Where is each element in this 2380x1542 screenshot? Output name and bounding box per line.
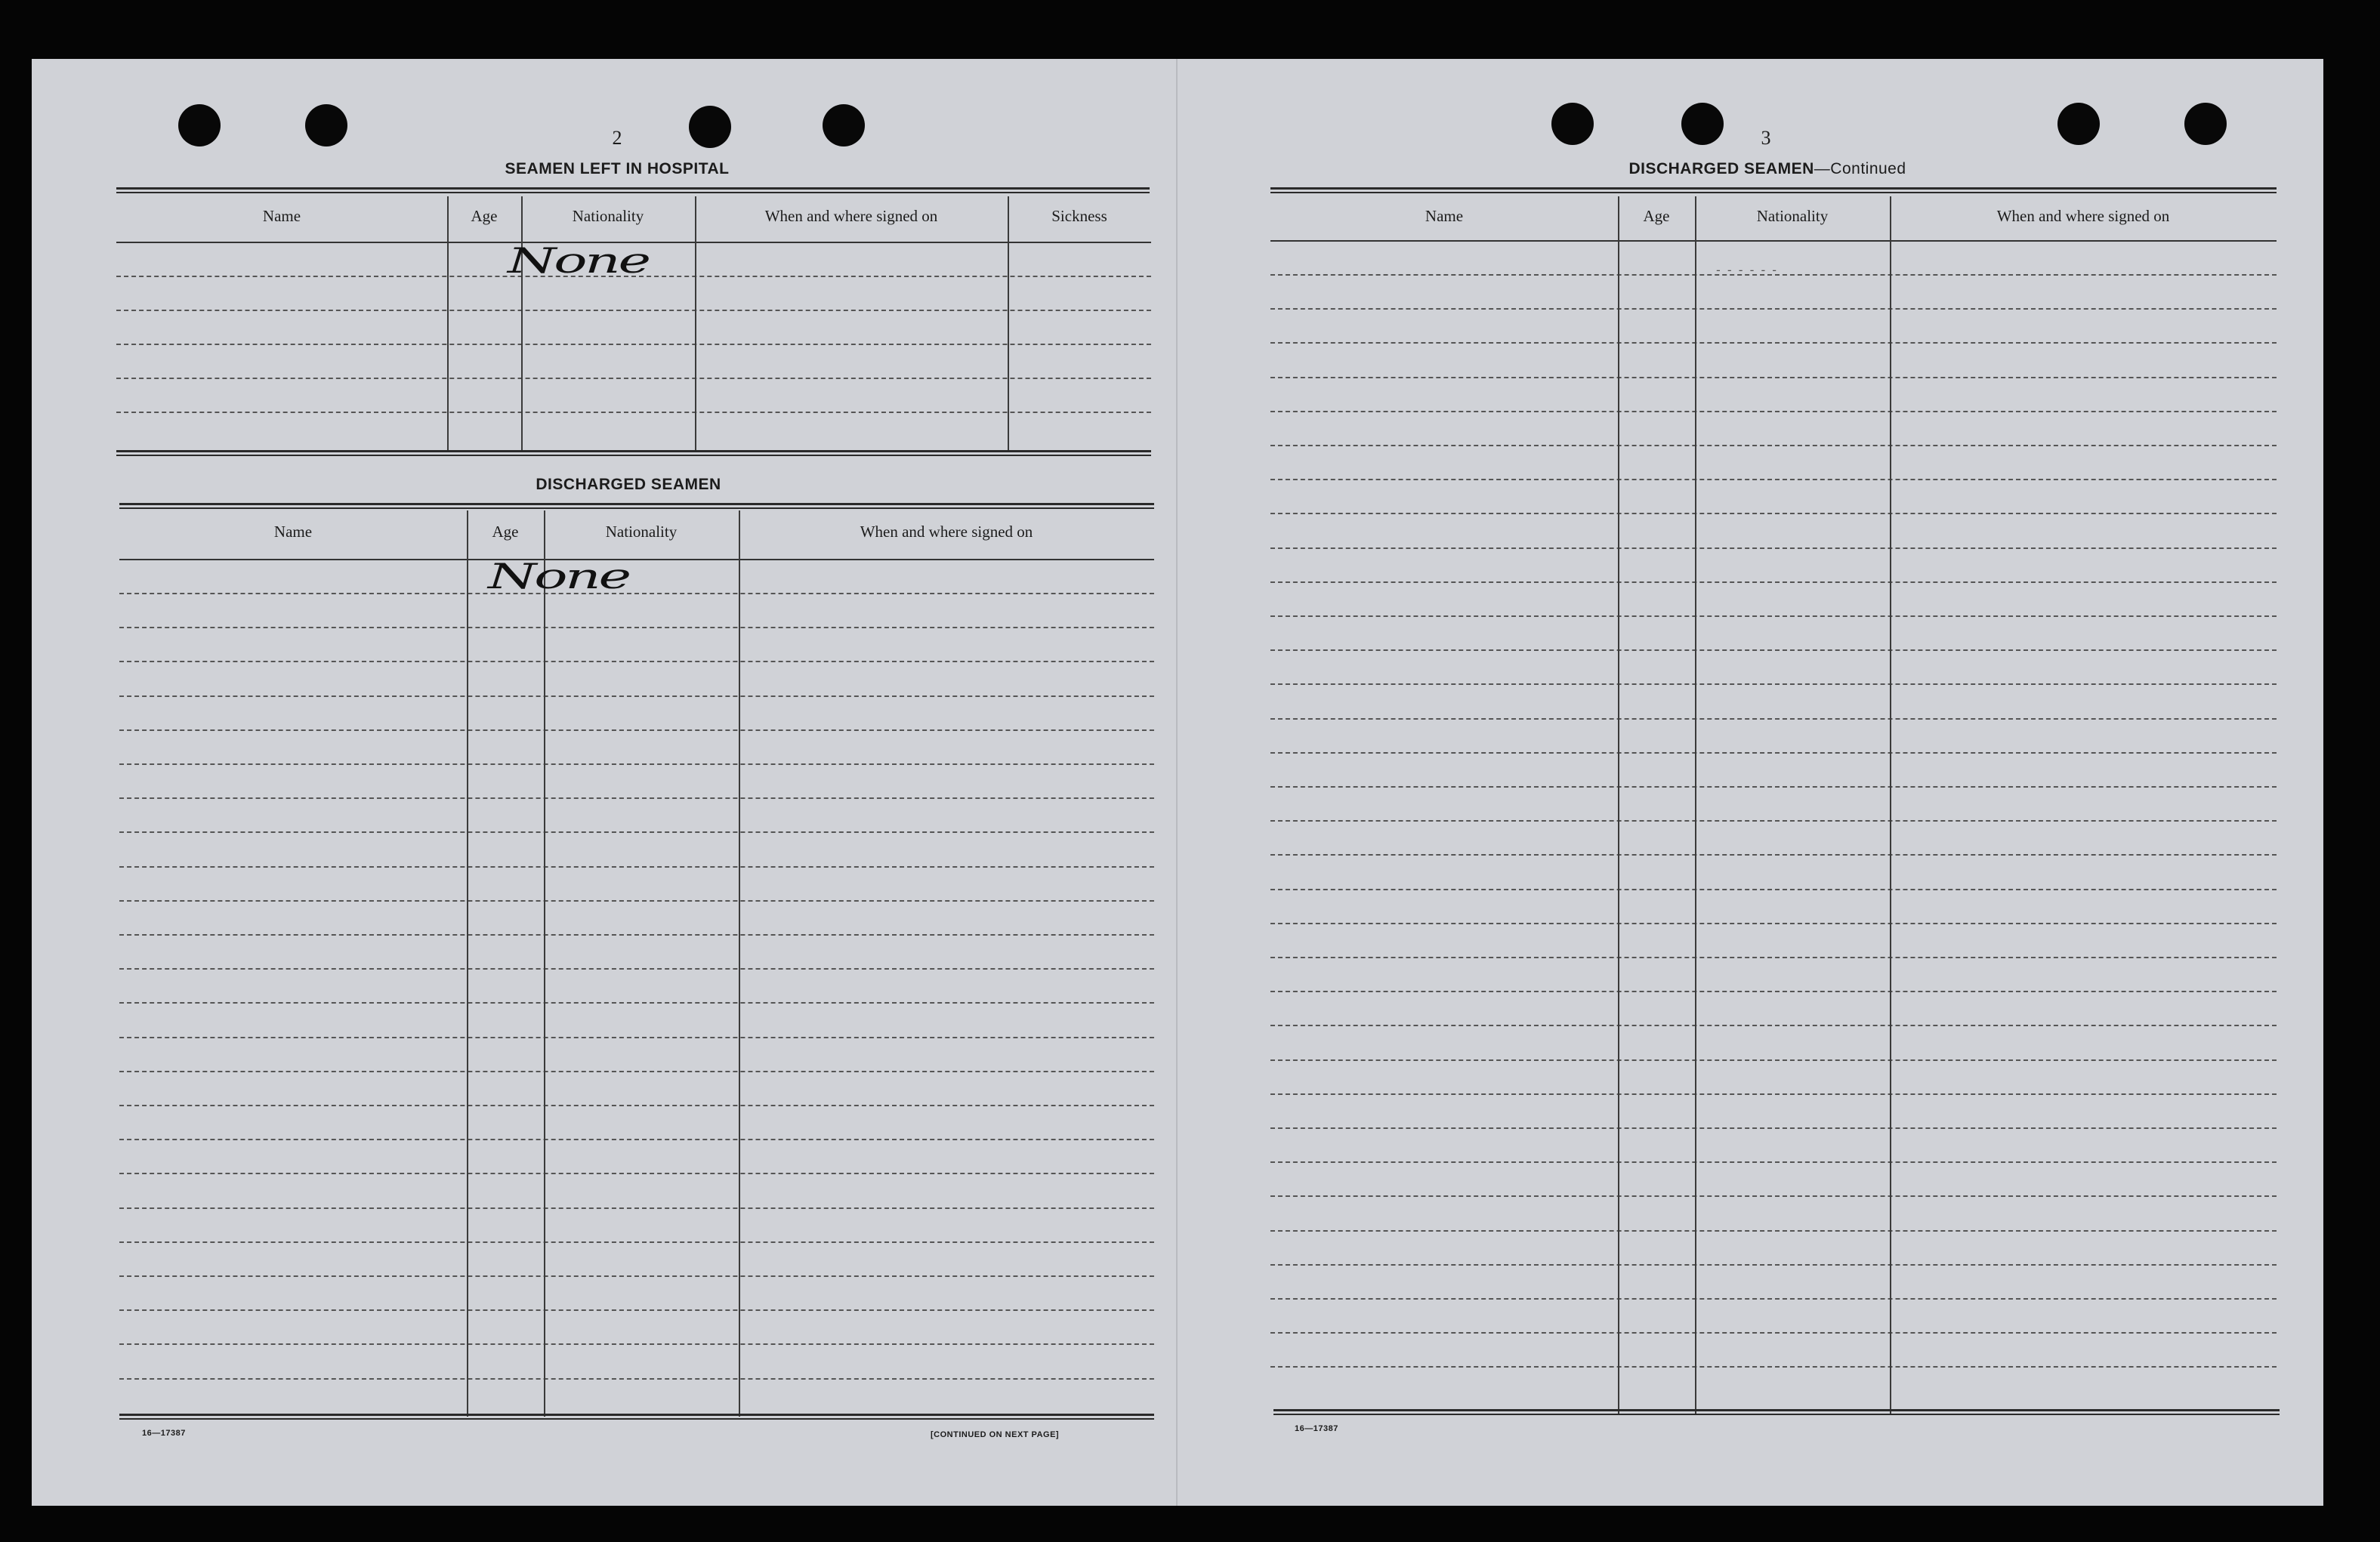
ruled-line: [1270, 1059, 2277, 1061]
hospital-col-age: Age: [471, 207, 498, 225]
ruled-line: [1270, 308, 2277, 310]
ruled-line: [1270, 889, 2277, 890]
form-number-right: 16—17387: [1295, 1424, 1338, 1433]
ruled-line: [1270, 1332, 2277, 1334]
ruled-line: [1270, 649, 2277, 651]
ruled-line: [119, 797, 1154, 799]
discharged-section-title: DISCHARGED SEAMEN: [536, 476, 721, 493]
ruled-line: [1270, 581, 2277, 583]
ruled-line: [1270, 1298, 2277, 1300]
ruled-line: [1270, 342, 2277, 344]
discharged-top-rule: [119, 503, 1154, 509]
ruled-line: [119, 1173, 1154, 1174]
hospital-col-signed-on: When and where signed on: [764, 207, 938, 225]
punch-hole: [689, 106, 731, 148]
ruled-line: [1270, 411, 2277, 412]
ruled-line: [119, 968, 1154, 970]
faint-mark: - - - - - -: [1716, 263, 1779, 277]
right-bottom-rule: [1273, 1409, 2280, 1415]
hospital-col-sickness: Sickness: [1051, 207, 1107, 225]
ruled-line: [1270, 1264, 2277, 1266]
hospital-row-line: [116, 412, 1151, 413]
ruled-line: [1270, 991, 2277, 992]
ruled-line: [1270, 752, 2277, 754]
ruled-line: [119, 1275, 1154, 1277]
discharged-col-divider: [467, 510, 468, 1417]
continued-note: [CONTINUED ON NEXT PAGE]: [931, 1430, 1060, 1439]
ruled-line: [119, 1002, 1154, 1004]
ruled-line: [119, 627, 1154, 628]
right-header-rule: [1270, 240, 2277, 242]
title-main: DISCHARGED SEAMEN: [1628, 160, 1814, 177]
title-suffix: —Continued: [1814, 160, 1906, 177]
ruled-line: [119, 661, 1154, 662]
punch-hole: [1681, 103, 1724, 145]
ruled-line: [119, 1105, 1154, 1106]
ruled-line: [1270, 1093, 2277, 1095]
ruled-line: [1270, 1025, 2277, 1026]
ruled-line: [119, 1037, 1154, 1038]
ruled-line: [119, 695, 1154, 697]
right-col-divider: [1890, 196, 1891, 1414]
hospital-col-divider: [1008, 196, 1009, 452]
ruled-line: [1270, 957, 2277, 958]
ruled-line: [119, 934, 1154, 936]
hospital-row-line: [116, 310, 1151, 311]
ruled-line: [1270, 445, 2277, 446]
ruled-line: [1270, 1230, 2277, 1232]
right-top-rule: [1270, 187, 2277, 193]
ruled-line: [1270, 377, 2277, 378]
punch-hole: [178, 104, 221, 146]
page-fold: [1176, 59, 1178, 1506]
discharged-header-rule: [119, 559, 1154, 560]
ruled-line: [119, 900, 1154, 902]
ruled-line: [1270, 1161, 2277, 1163]
ruled-line: [1270, 718, 2277, 720]
ruled-line: [119, 729, 1154, 731]
ruled-line: [1270, 513, 2277, 514]
hospital-col-divider: [521, 196, 523, 452]
ruled-line: [119, 593, 1154, 594]
form-number-left: 16—17387: [142, 1429, 186, 1438]
ruled-line: [1270, 1127, 2277, 1129]
punch-hole: [1551, 103, 1594, 145]
hospital-bottom-rule: [116, 450, 1151, 456]
ruled-line: [119, 1071, 1154, 1072]
right-col-name: Name: [1425, 207, 1464, 225]
right-col-signed-on: When and where signed on: [1996, 207, 2170, 225]
discharged-col-age: Age: [492, 523, 519, 541]
discharged-col-divider: [739, 510, 740, 1417]
right-col-divider: [1618, 196, 1619, 1414]
ruled-line: [1270, 1366, 2277, 1368]
document-paper: [32, 59, 2323, 1506]
punch-hole: [823, 104, 865, 146]
ruled-line: [1270, 786, 2277, 788]
discharged-col-nationality: Nationality: [605, 523, 678, 541]
ruled-line: [1270, 683, 2277, 685]
ruled-line: [1270, 1195, 2277, 1197]
right-col-nationality: Nationality: [1756, 207, 1829, 225]
discharged-bottom-rule: [119, 1414, 1154, 1420]
hospital-col-nationality: Nationality: [572, 207, 644, 225]
hospital-col-divider: [695, 196, 696, 452]
ruled-line: [119, 1378, 1154, 1380]
discharged-continued-title: [1564, 160, 1971, 178]
page-number-left: 2: [612, 127, 622, 149]
ruled-line: [119, 1343, 1154, 1345]
ruled-line: [119, 1207, 1154, 1209]
ruled-line: [1270, 854, 2277, 856]
ruled-line: [119, 763, 1154, 765]
ruled-line: [119, 1241, 1154, 1243]
hospital-section-title: SEAMEN LEFT IN HOSPITAL: [505, 160, 730, 177]
page-number-right: 3: [1761, 127, 1771, 149]
discharged-col-signed-on: When and where signed on: [860, 523, 1033, 541]
right-col-age: Age: [1643, 207, 1670, 225]
discharged-col-name: Name: [273, 523, 313, 541]
hospital-col-divider: [447, 196, 449, 452]
ruled-line: [1270, 479, 2277, 480]
punch-hole: [305, 104, 347, 146]
ruled-line: [1270, 615, 2277, 617]
ruled-line: [119, 1309, 1154, 1311]
ruled-line: [119, 1139, 1154, 1140]
punch-hole: [2057, 103, 2100, 145]
ruled-line: [119, 831, 1154, 833]
ruled-line: [1270, 923, 2277, 924]
discharged-handwritten-none: None: [488, 556, 629, 597]
punch-hole: [2184, 103, 2227, 145]
hospital-row-line: [116, 378, 1151, 379]
hospital-top-rule: [116, 187, 1150, 193]
hospital-handwritten-none: None: [508, 240, 649, 281]
ruled-line: [1270, 820, 2277, 822]
ruled-line: [1270, 547, 2277, 549]
hospital-row-line: [116, 344, 1151, 345]
hospital-col-name: Name: [262, 207, 301, 225]
discharged-col-divider: [544, 510, 545, 1417]
ruled-line: [119, 866, 1154, 868]
right-col-divider: [1695, 196, 1696, 1414]
